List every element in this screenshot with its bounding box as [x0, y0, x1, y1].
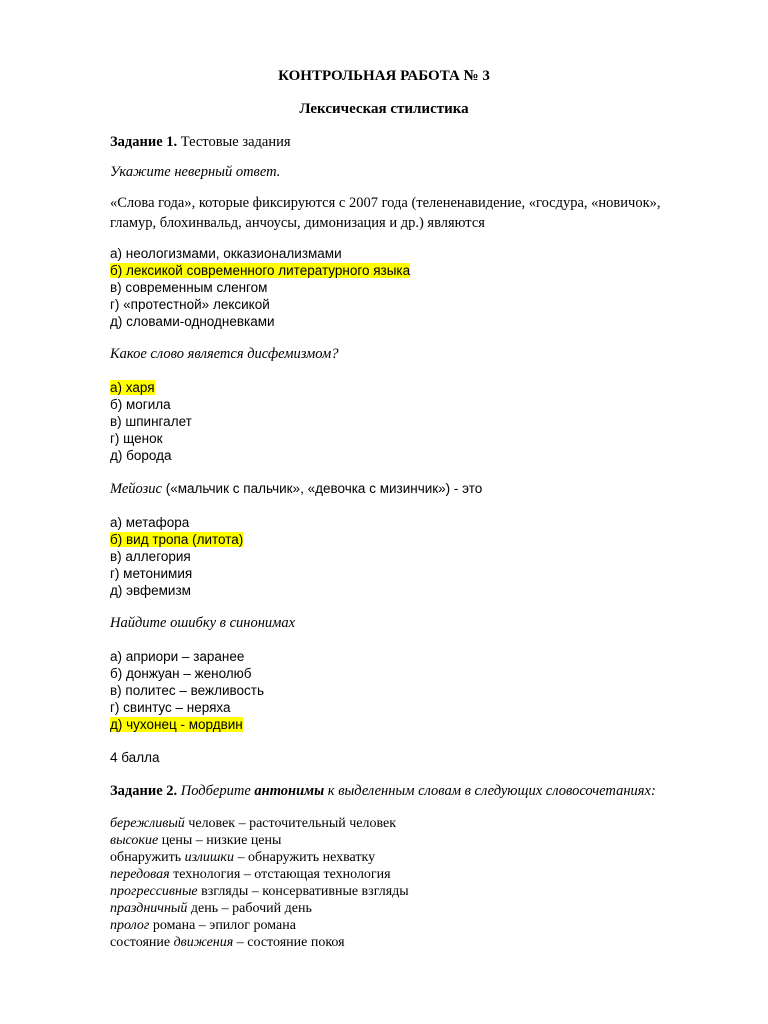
q4-option-d: г) свинтус – неряха — [110, 700, 231, 715]
q1-option-e: д) словами-однодневками — [110, 314, 275, 329]
task2-pairs — [110, 815, 710, 951]
q2-option-e: д) борода — [110, 448, 172, 463]
q4-option-e-highlighted: д) чухонец - мордвин — [110, 717, 243, 732]
document-subtitle: Лексическая стилистика — [299, 101, 469, 117]
q1-instruction: Укажите неверный ответ. — [110, 164, 281, 180]
q1-option-b-highlighted: б) лексикой современного литературного языка — [110, 263, 411, 278]
document-title: КОНТРОЛЬНАЯ РАБОТА № 3 — [278, 68, 490, 84]
q1-options — [110, 245, 710, 330]
q3-option-e: д) эвфемизм — [110, 583, 191, 598]
pair-line: бережливый человек – расточительный человек — [110, 816, 397, 831]
q1-stem: «Слова года», которые фиксируются с 2007 года (телененавидение, «госдура, «новичок», гламур, блохинвальд, анчоусы, димонизация и др.) являются — [110, 195, 661, 231]
q2-options — [110, 379, 710, 464]
pair-line: передовая технология – отстающая технология — [110, 867, 391, 882]
q1-option-d: г) «протестной» лексикой — [110, 297, 270, 312]
task1-heading — [110, 132, 710, 152]
task2-instruction-c: к выделенным словам в следующих словосочетаниях: — [324, 783, 656, 799]
q4-option-b: б) донжуан – женолюб — [110, 666, 252, 681]
q2-option-a-highlighted: а) харя — [110, 380, 155, 395]
q3-option-d: г) метонимия — [110, 566, 193, 581]
task2-instruction-emphasis: антонимы — [254, 783, 325, 799]
q2-question: Какое слово является дисфемизмом? — [110, 346, 339, 362]
task1-score: 4 балла — [110, 750, 160, 765]
task2-label: Задание 2. — [110, 783, 178, 799]
q1-option-c: в) современным сленгом — [110, 280, 268, 295]
q3-stem — [110, 479, 710, 499]
q2-option-c: в) шпингалет — [110, 414, 192, 429]
q2-option-d: г) щенок — [110, 431, 163, 446]
pair-line: высокие цены – низкие цены — [110, 833, 282, 848]
task1-label: Задание 1. — [110, 134, 178, 150]
pair-line: обнаружить излишки – обнаружить нехватку — [110, 850, 376, 865]
q3-option-b-highlighted: б) вид тропа (литота) — [110, 532, 244, 547]
task1-title: Тестовые задания — [180, 134, 291, 150]
q3-term: Мейозис — [110, 481, 162, 497]
q3-option-c: в) аллегория — [110, 549, 191, 564]
pair-line: состояние движения – состояние покоя — [110, 935, 345, 950]
q4-question: Найдите ошибку в синонимах — [110, 615, 296, 631]
q1-option-a: а) неологизмами, окказионализмами — [110, 246, 342, 261]
q3-rest: («мальчик с пальчик», «девочка с мизинчик») - это — [161, 481, 483, 496]
q4-option-a: а) априори – заранее — [110, 649, 245, 664]
q4-option-c: в) политес – вежливость — [110, 683, 264, 698]
q4-options — [110, 648, 710, 733]
q3-options — [110, 514, 710, 599]
pair-line: пролог романа – эпилог романа — [110, 918, 296, 933]
pair-line: прогрессивные взгляды – консервативные взгляды — [110, 884, 409, 899]
pair-line: праздничный день – рабочий день — [110, 901, 312, 916]
q2-option-b: б) могила — [110, 397, 171, 412]
task2-instruction-a: Подберите — [180, 783, 255, 799]
task2-heading — [110, 781, 710, 801]
q3-option-a: а) метафора — [110, 515, 190, 530]
